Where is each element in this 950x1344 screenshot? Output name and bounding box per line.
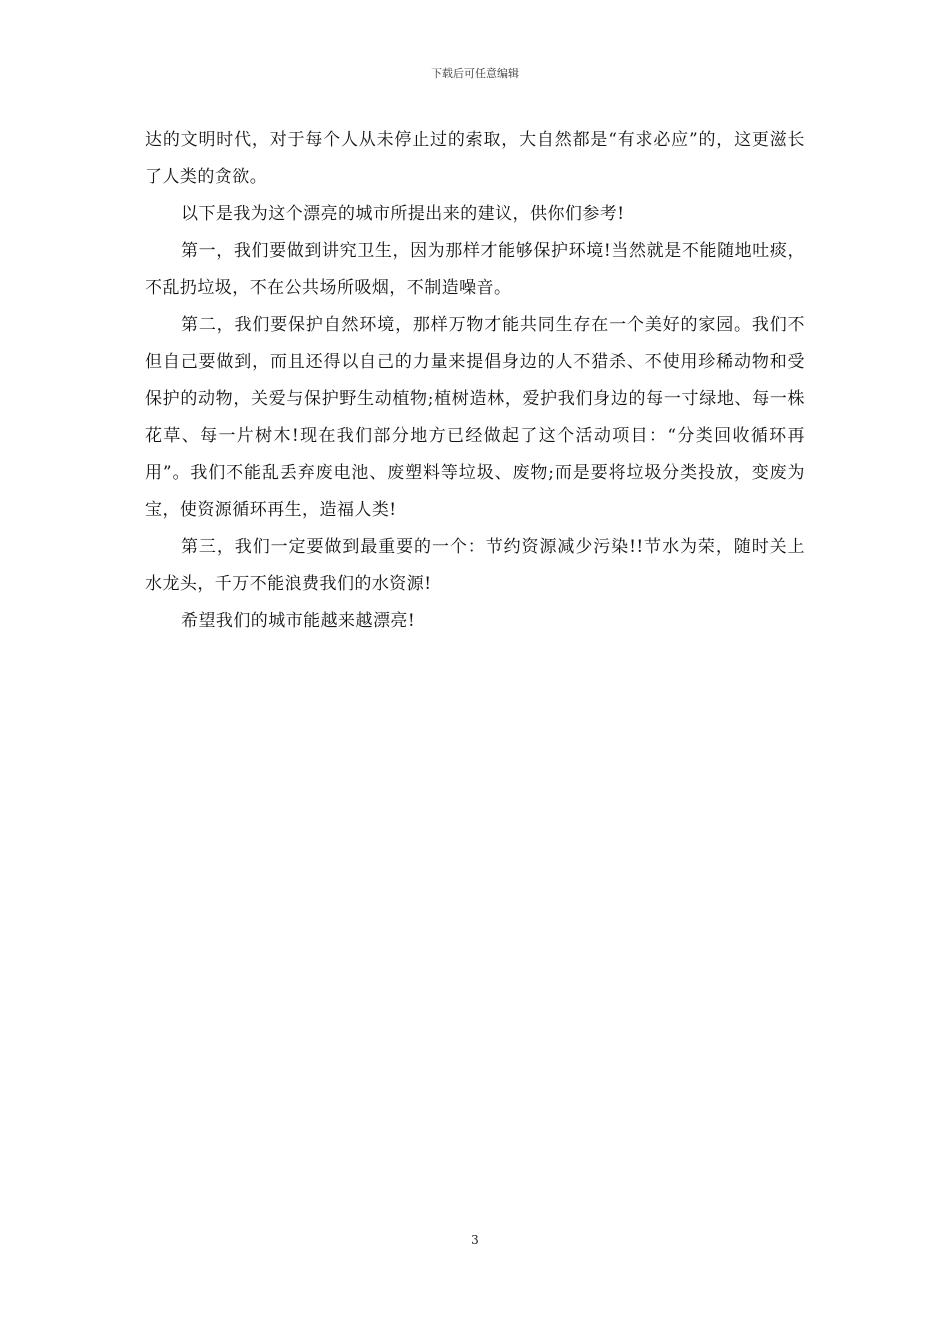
- page-header: 下载后可任意编辑: [431, 67, 519, 80]
- page-number: 3: [471, 1233, 479, 1247]
- paragraph-third-suggestion: 第三，我们一定要做到最重要的一个：节约资源减少污染!!节水为荣，随时关上水龙头，千万不能浪费我们的水资源!: [145, 537, 805, 594]
- paragraph-second-suggestion: 第二，我们要保护自然环境，那样万物才能共同生存在一个美好的家园。我们不但自己要做到，而且还得以自己的力量来提倡身边的人不猎杀、不使用珍稀动物和受保护的动物，关爱与保护野生动植物;植树造林，爱护我们身边的每一寸绿地、每一株花草、每一片树木!现在我们部分地方已经做起了这个活动项目：“分类回收循环再用”。我们不能乱丢弃废电池、废塑料等垃圾、废物;而是要将垃圾分类投放，变废为宝，使资源循环再生，造福人类!: [145, 315, 805, 520]
- paragraph-continuation: 达的文明时代，对于每个人从未停止过的索取，大自然都是“有求必应”的，这更滋长了人类的贪欲。: [145, 130, 805, 187]
- document-body: [145, 122, 805, 640]
- paragraph-first-suggestion: 第一，我们要做到讲究卫生，因为那样才能够保护环境!当然就是不能随地吐痰，不乱扔垃圾，不在公共场所吸烟，不制造噪音。: [145, 241, 805, 298]
- paragraph-closing: 希望我们的城市能越来越漂亮!: [181, 611, 416, 631]
- paragraph-intro: 以下是我为这个漂亮的城市所提出来的建议，供你们参考!: [181, 204, 625, 224]
